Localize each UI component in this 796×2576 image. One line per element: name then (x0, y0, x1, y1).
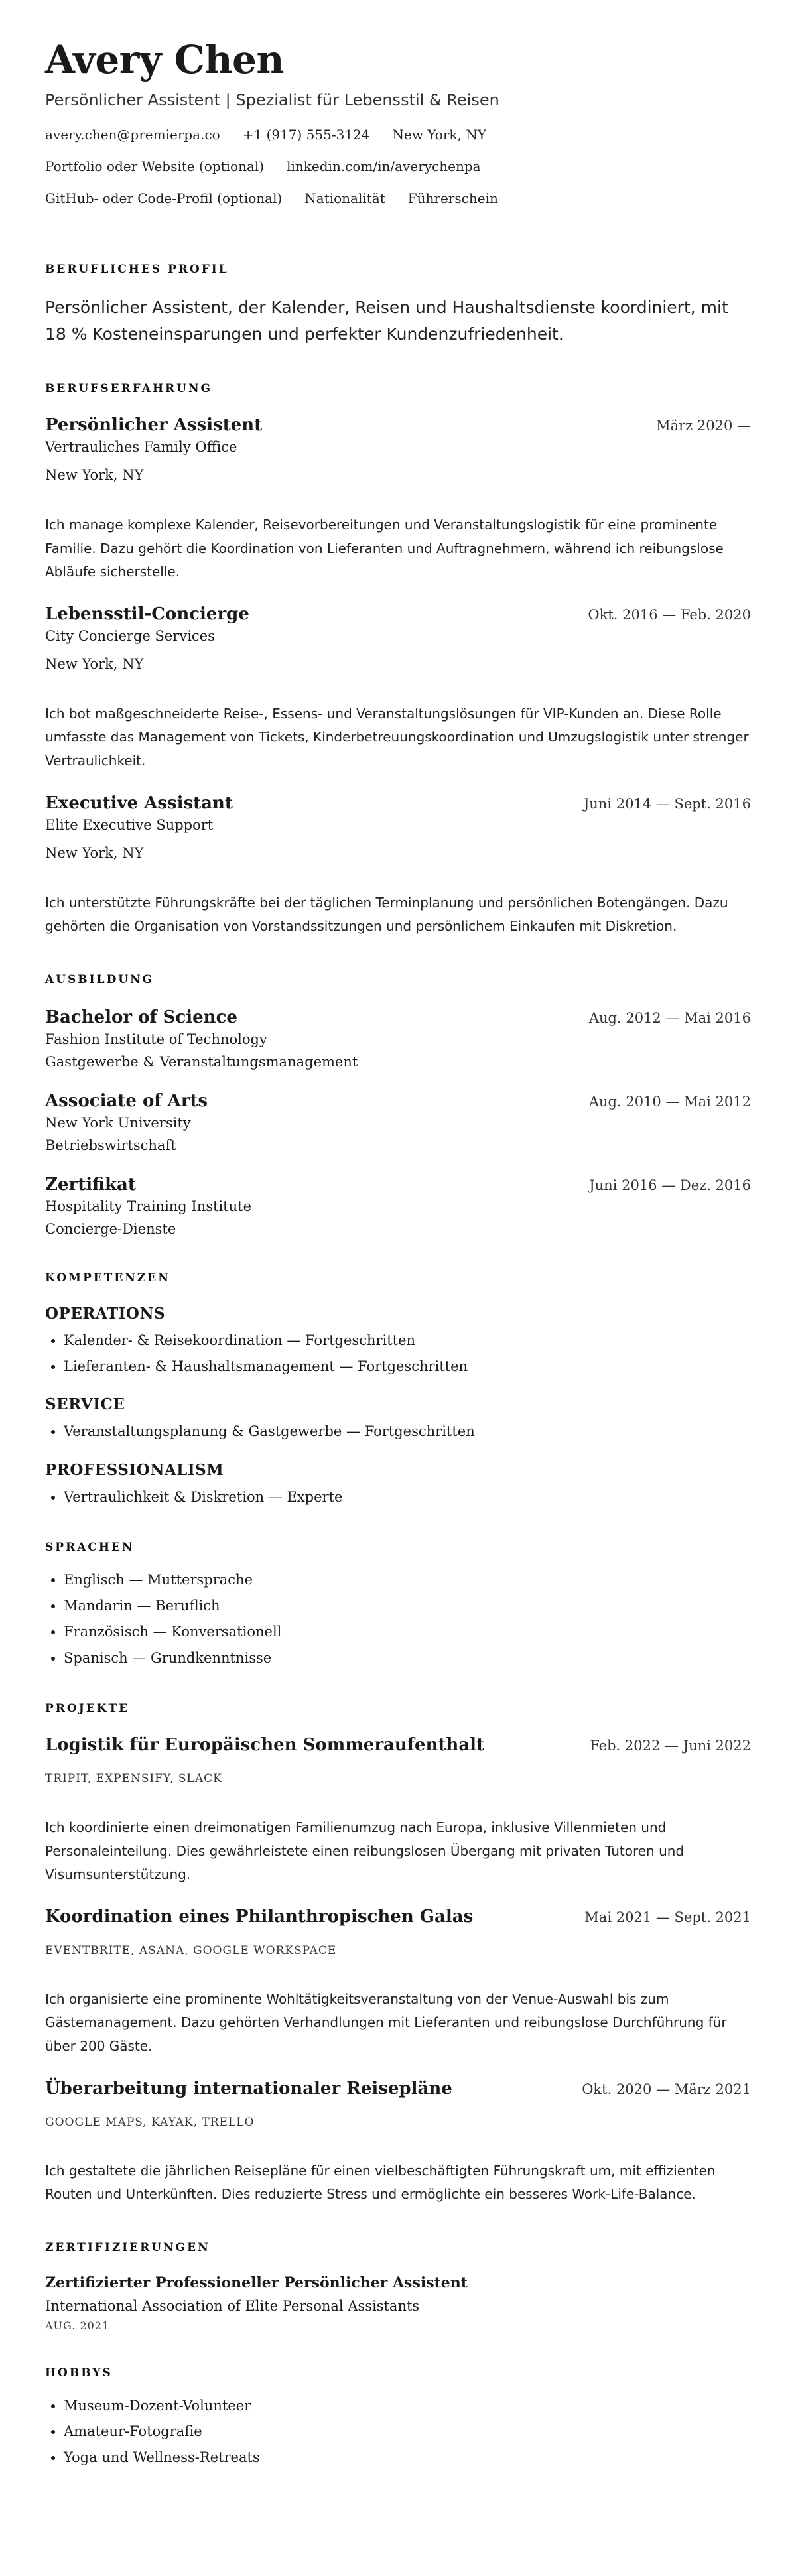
hobby-item: • Yoga und Wellness-Retreats (64, 2449, 751, 2467)
project-date: Okt. 2020 — März 2021 (582, 2081, 751, 2097)
skill-list (45, 1423, 751, 1441)
skill-item: • Lieferanten- & Haushaltsmanagement — Fortgeschritten (64, 1358, 751, 1376)
contact-row-3 (45, 190, 751, 206)
skill-list (45, 1488, 751, 1506)
languages-heading: SPRACHEN (45, 1540, 135, 1554)
experience-heading: BERUFSERFAHRUNG (45, 381, 213, 395)
project-item (45, 2079, 751, 2207)
linkedin-link[interactable]: linkedin.com/in/averychenpa (287, 158, 481, 174)
skill-category: PROFESSIONALISM (45, 1460, 224, 1479)
candidate-title: Persönlicher Assistent | Spezialist für Lebensstil & Reisen (45, 90, 499, 109)
school: New York University (45, 1114, 191, 1131)
employer: Vertrauliches Family Office (45, 438, 237, 455)
job-title: Executive Assistant (45, 793, 233, 813)
language-item: • Spanisch — Grundkenntnisse (64, 1649, 751, 1667)
project-tools: GOOGLE MAPS, KAYAK, TRELLO (45, 2115, 255, 2129)
project-tools: EVENTBRITE, ASANA, GOOGLE WORKSPACE (45, 1943, 337, 1957)
employer: Elite Executive Support (45, 816, 214, 833)
skills-heading: KOMPETENZEN (45, 1271, 170, 1285)
experience-item (45, 415, 751, 584)
hobbies-heading: HOBBYS (45, 2366, 113, 2380)
field-of-study: Betriebswirtschaft (45, 1137, 176, 1153)
job-date: Okt. 2016 — Feb. 2020 (588, 606, 751, 623)
skill-list (45, 1332, 751, 1376)
contact-row-1 (45, 127, 751, 143)
skill-item: • Vertraulichkeit & Diskretion — Experte (64, 1488, 751, 1506)
project-description: Ich gestaltete die jährlichen Reisepläne für einen vielbeschäftigten Führungskraft um, mit effizienten Routen und Unterkünften. Dies reduzierte Stress und ermöglichte ein besseres Work-Life-Balance. (45, 2162, 716, 2203)
job-description: Ich bot maßgeschneiderte Reise-, Essens- und Veranstaltungslösungen für VIP-Kunden an. Diese Rolle umfasste das Management von Tickets, Kinderbetreuungskoordination und Umzugslogistik unter strenger Vertraulichkeit. (45, 705, 749, 769)
nationality: Nationalität (304, 190, 385, 206)
hobby-item: • Amateur-Fotografie (64, 2423, 751, 2441)
education-date: Juni 2016 — Dez. 2016 (589, 1177, 751, 1193)
education-date: Aug. 2012 — Mai 2016 (588, 1009, 751, 1026)
phone-number[interactable]: +1 (917) 555-3124 (242, 126, 370, 143)
education-item (45, 1091, 751, 1153)
job-location: New York, NY (45, 466, 144, 483)
education-date: Aug. 2010 — Mai 2012 (588, 1093, 751, 1110)
drivers-license: Führerschein (407, 190, 498, 206)
job-date: März 2020 — (656, 417, 751, 434)
github-link[interactable]: GitHub- oder Code-Profil (optional) (45, 190, 283, 206)
school: Fashion Institute of Technology (45, 1031, 267, 1047)
candidate-name: Avery Chen (45, 37, 285, 82)
job-date: Juni 2014 — Sept. 2016 (583, 795, 751, 812)
project-item (45, 1735, 751, 1887)
project-date: Mai 2021 — Sept. 2021 (584, 1909, 751, 1925)
email-link[interactable]: avery.chen@premierpa.co (45, 126, 220, 143)
project-item (45, 1907, 751, 2059)
project-title: Koordination eines Philanthropischen Galas (45, 1906, 474, 1927)
job-title: Lebensstil-Concierge (45, 604, 249, 624)
job-description: Ich manage komplexe Kalender, Reisevorbereitungen und Veranstaltungslogistik für eine prominente Familie. Dazu gehört die Koordination von Lieferanten und Auftragnehmern, während ich reibungslose Abläufe sicherstelle. (45, 516, 724, 580)
project-description: Ich organisierte eine prominente Wohltätigkeitsveranstaltung von der Venue-Auswahl bis zum Gästemanagement. Dazu gehörten Verhandlungen mit Lieferanten und reibungslose Durchführung für über 200 Gäste. (45, 1990, 727, 2055)
certification-issuer: International Association of Elite Personal Assistants (45, 2297, 420, 2314)
contact-row-2 (45, 159, 751, 174)
education-heading: AUSBILDUNG (45, 972, 155, 986)
language-item: • Französisch — Konversationell (64, 1623, 751, 1641)
skill-category: OPERATIONS (45, 1304, 166, 1322)
skill-item: • Veranstaltungsplanung & Gastgewerbe — Fortgeschritten (64, 1423, 751, 1441)
location: New York, NY (392, 126, 486, 143)
project-title: Logistik für Europäischen Sommeraufenthalt (45, 1735, 485, 1756)
profile-summary: Persönlicher Assistent, der Kalender, Reisen und Haushaltsdienste koordiniert, mit 18 % Kosteneinsparungen und perfekter Kundenzufriedenheit. (45, 297, 728, 344)
degree: Bachelor of Science (45, 1007, 237, 1027)
skill-item: • Kalender- & Reisekoordination — Fortgeschritten (64, 1332, 751, 1350)
language-item: • Mandarin — Beruflich (64, 1597, 751, 1615)
project-title: Überarbeitung internationaler Reisepläne (45, 2078, 452, 2098)
degree: Associate of Arts (45, 1090, 208, 1111)
certification-date: AUG. 2021 (45, 2319, 110, 2332)
language-list (45, 1571, 751, 1667)
job-title: Persönlicher Assistent (45, 415, 263, 435)
hobby-item: • Museum-Dozent-Volunteer (64, 2397, 751, 2415)
experience-item (45, 793, 751, 938)
project-tools: TRIPIT, EXPENSIFY, SLACK (45, 1772, 222, 1786)
education-item (45, 1007, 751, 1070)
job-location: New York, NY (45, 844, 144, 861)
skill-category: SERVICE (45, 1395, 125, 1414)
portfolio-link[interactable]: Portfolio oder Website (optional) (45, 158, 265, 174)
project-date: Feb. 2022 — Juni 2022 (590, 1738, 751, 1754)
experience-item (45, 604, 751, 773)
degree: Zertifikat (45, 1174, 136, 1194)
profile-heading: BERUFLICHES PROFIL (45, 262, 229, 276)
job-location: New York, NY (45, 655, 144, 672)
job-description: Ich unterstützte Führungskräfte bei der täglichen Terminplanung und persönlichen Botengängen. Dazu gehörten die Organisation von Vorstandssitzungen und persönlichem Einkaufen mit Diskretion. (45, 894, 728, 934)
certifications-heading: ZERTIFIZIERUNGEN (45, 2240, 210, 2254)
field-of-study: Concierge-Dienste (45, 1220, 176, 1237)
certification-name: Zertifizierter Professioneller Persönlicher Assistent (45, 2274, 468, 2291)
school: Hospitality Training Institute (45, 1198, 252, 1214)
education-item (45, 1175, 751, 1237)
projects-heading: PROJEKTE (45, 1702, 130, 1716)
hobby-list (45, 2397, 751, 2467)
project-description: Ich koordinierte einen dreimonatigen Familienumzug nach Europa, inklusive Villenmieten und Personaleinteilung. Dies gewährleistete einen reibungslosen Übergang mit privaten Tutoren und Visumsunterstützung. (45, 1819, 685, 1883)
employer: City Concierge Services (45, 627, 215, 644)
language-item: • Englisch — Muttersprache (64, 1571, 751, 1589)
field-of-study: Gastgewerbe & Veranstaltungsmanagement (45, 1053, 358, 1070)
